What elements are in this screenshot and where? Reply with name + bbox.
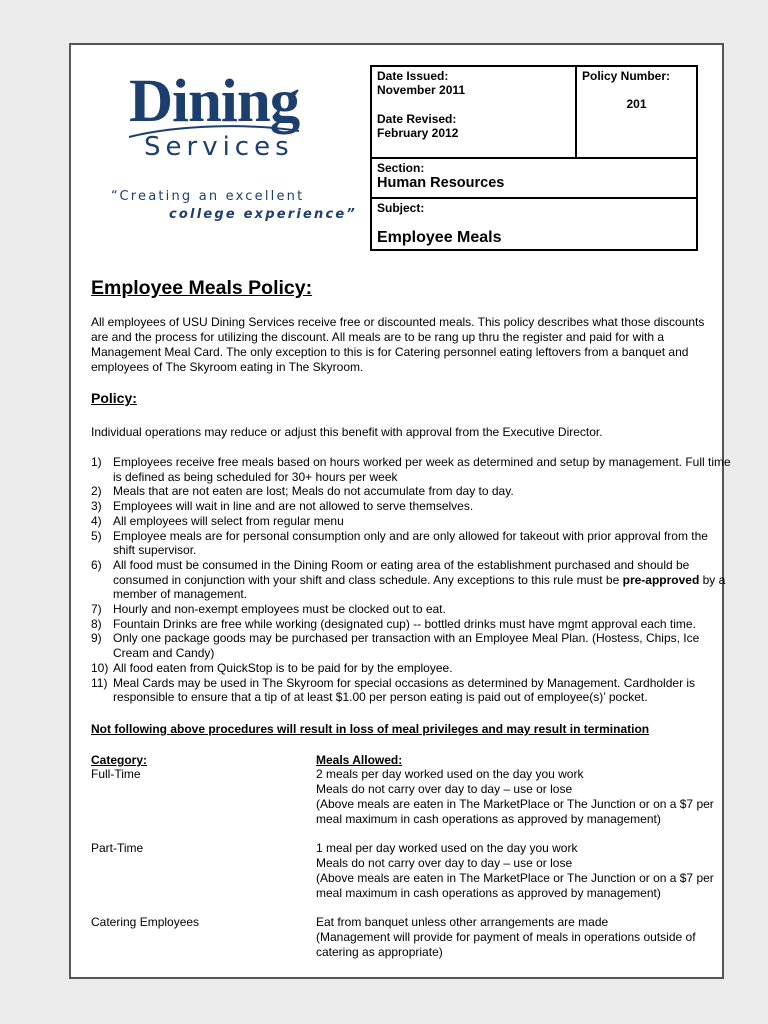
category-heading: Category: xyxy=(91,753,148,767)
document-page xyxy=(69,43,731,979)
list-item: 5) Employee meals are for personal consumption only and are only allowed for takeout with prior approval from the shift supervisor. xyxy=(91,528,708,558)
intro-paragraph: All employees of USU Dining Services receive free or discounted meals. This policy describes what those discounts are and the process for utilizing the discount. All meals are to be rang up thru the register and paid for with a Management Meal Card. The only exception to this is for Catering personnel eating leftovers from a banquet and employees of The Skyroom eating in The Skyroom. xyxy=(91,315,705,374)
category-full-time: Full-Time xyxy=(91,767,141,781)
list-item: 11) Meal Cards may be used in The Skyroom for special occasions as determined by Management. Cardholder is responsible to ensure that a tip of at least $1.00 per person eating is paid out of employee(s)’ pocket. xyxy=(91,675,696,705)
policy-number-label: Policy Number: xyxy=(582,69,671,83)
dates-cell xyxy=(371,66,576,158)
policy-number-value: 201 xyxy=(626,97,647,111)
list-item: 6) All food must be consumed in the Dining Room or eating area of the establishment purchased and should be consumed in conjunction with your shift and class schedule. Any exceptions to this rule must be pre-approved by a member of management. xyxy=(91,557,726,602)
subject-value: Employee Meals xyxy=(377,229,502,246)
page-title: Employee Meals Policy: xyxy=(91,277,313,299)
list-item: 7) Hourly and non-exempt employees must be clocked out to eat. xyxy=(91,602,446,617)
policy-note: Individual operations may reduce or adjust this benefit with approval from the Executive Director. xyxy=(91,425,603,439)
meals-catering: Eat from banquet unless other arrangements are made (Management will provide for payment of meals in operations outside of catering as appropriate) xyxy=(316,915,696,959)
logo-services-word: Services xyxy=(144,132,294,162)
list-item: 9) Only one package goods may be purchased per transaction with an Employee Meal Plan. (Hostess, Chips, Ice Cream and Candy) xyxy=(91,631,700,661)
meals-part-time: 1 meal per day worked used on the day you work Meals do not carry over day to day – use or lose (Above meals are eaten in The MarketPlace or The Junction or on a $7 per meal maximum in cash operations as approved by management) xyxy=(316,841,714,900)
policy-heading: Policy: xyxy=(91,390,137,406)
date-issued-value: November 2011 xyxy=(377,83,466,97)
policy-info-table xyxy=(370,65,698,251)
date-revised-label: Date Revised: xyxy=(377,112,457,126)
logo-tagline-1: “Creating an excellent xyxy=(111,189,305,204)
meals-allowed-heading: Meals Allowed: xyxy=(316,753,403,767)
section-cell xyxy=(371,158,697,198)
section-label: Section: xyxy=(377,161,425,175)
list-item: 3) Employees will wait in line and are not allowed to serve themselves. xyxy=(91,499,474,514)
policy-list xyxy=(91,455,731,705)
category-catering: Catering Employees xyxy=(91,915,200,929)
list-item: 4) All employees will select from regular menu xyxy=(91,513,344,528)
subject-cell xyxy=(371,198,697,250)
date-issued-label: Date Issued: xyxy=(377,69,449,83)
logo-tagline-2: college experience” xyxy=(169,207,357,222)
list-item: 10) All food eaten from QuickStop is to be paid for by the employee. xyxy=(91,660,453,675)
logo-dining-word: Dining xyxy=(129,68,300,135)
list-item: 2) Meals that are not eaten are lost; Meals do not accumulate from day to day. xyxy=(91,484,514,499)
policy-number-cell xyxy=(576,66,697,158)
meals-full-time: 2 meals per day worked used on the day you work Meals do not carry over day to day – use or lose (Above meals are eaten in The MarketPlace or The Junction or on a $7 per meal maximum in cash operations as approved by management) xyxy=(316,767,714,826)
category-part-time: Part-Time xyxy=(91,841,144,855)
subject-label: Subject: xyxy=(377,201,425,215)
date-revised-value: February 2012 xyxy=(377,126,459,140)
list-item: 1) Employees receive free meals based on hours worked per week as determined and setup by management. Full time is defined as being scheduled for 30+ hours per week xyxy=(91,455,731,484)
termination-warning: Not following above procedures will result in loss of meal privileges and may result in termination xyxy=(91,722,650,736)
section-value: Human Resources xyxy=(377,175,505,191)
list-item: 8) Fountain Drinks are free while working (designated cup) -- bottled drinks must have mgmt approval each time. xyxy=(91,616,696,631)
